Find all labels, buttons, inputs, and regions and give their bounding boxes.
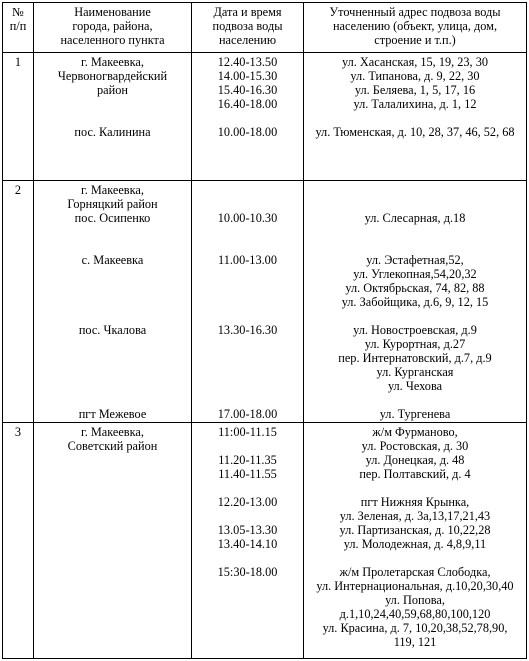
cell-line (306, 393, 524, 407)
cell-line: пер. Интернатовский, д.7, д.9 (338, 351, 492, 365)
cell-line: п/п (9, 19, 27, 33)
cell-line (306, 551, 524, 565)
water-delivery-table (2, 2, 527, 659)
cell-line: 17.00-18.00 (217, 407, 278, 421)
header-number (3, 3, 34, 53)
cell-line: ул. Донецкая, д. 48 (365, 453, 465, 467)
cell-line: ул. Тюменская, д. 10, 28, 37, 46, 52, 68 (315, 125, 515, 139)
cell-line: строение и т.п.) (374, 33, 456, 47)
cell-line: 15:30-18.00 (217, 565, 278, 579)
cell-line (36, 239, 189, 253)
row-place (34, 181, 192, 423)
cell-line (306, 197, 524, 211)
row-number: 3 (3, 423, 34, 659)
cell-line: 14.00-15.30 (217, 69, 278, 83)
cell-line: 15.40-16.30 (217, 83, 278, 97)
cell-line: пер. Полтавский, д. 4 (359, 467, 471, 481)
cell-line: 12.40-13.50 (217, 55, 278, 69)
cell-line: населению (218, 33, 277, 47)
cell-line: ж/м Фурманово, (372, 425, 458, 439)
cell-line (194, 239, 301, 253)
cell-line: города, района, (72, 19, 153, 33)
cell-line (194, 393, 301, 407)
cell-line (36, 365, 189, 379)
cell-line: г. Макеевка, (81, 425, 144, 439)
cell-line: ж/м Пролетарская Слободка, (339, 565, 491, 579)
row-number: 1 (3, 53, 34, 181)
cell-line: г. Макеевка, (81, 55, 144, 69)
row-time (192, 181, 304, 423)
cell-line: 10.00-18.00 (217, 125, 278, 139)
cell-line (36, 309, 189, 323)
table-row (3, 53, 527, 181)
cell-line: 13.05-13.30 (217, 523, 278, 537)
cell-line (194, 365, 301, 379)
table-row (3, 181, 527, 423)
table-row (3, 423, 527, 659)
cell-line: Дата и время (213, 5, 282, 19)
cell-line: ул. Эстафетная,52, (366, 253, 464, 267)
cell-line: ул. Слесарная, д.18 (364, 211, 466, 225)
cell-line: ул. Типанова, д. 9, 22, 30 (350, 69, 480, 83)
cell-line: ул. Зеленая, д. 3а,13,17,21,43 (339, 509, 491, 523)
cell-line: г. Макеевка, (81, 183, 144, 197)
cell-line: ул. Интернациональная, д.10,20,30,40 (316, 579, 514, 593)
cell-line: 10.00-10.30 (217, 211, 278, 225)
cell-line: пгт Межевое (78, 407, 147, 421)
cell-line: ул. Чехова (387, 379, 443, 393)
cell-line (306, 111, 524, 125)
cell-line: ул. Партизанская, д. 10,22,28 (339, 523, 491, 537)
cell-line: 119, 121 (393, 635, 437, 649)
cell-line: ул. Забойщика, д.6, 9, 12, 15 (341, 295, 489, 309)
cell-line: Советский район (67, 439, 158, 453)
cell-line (36, 225, 189, 239)
cell-line: ул. Хасанская, 15, 19, 23, 30 (341, 55, 489, 69)
cell-line: подвоза воды (212, 19, 283, 33)
cell-line (194, 551, 301, 565)
cell-line: ул. Тургенева (379, 407, 451, 421)
row-address (304, 53, 527, 181)
cell-line (306, 239, 524, 253)
cell-line: ул. Ростовская, д. 30 (361, 439, 469, 453)
cell-line: с. Макеевка (81, 253, 144, 267)
cell-line: пгт Нижняя Крынка, (360, 495, 470, 509)
cell-line: ул. Молодежная, д. 4,8,9,11 (343, 537, 487, 551)
cell-line (36, 379, 189, 393)
cell-line (194, 351, 301, 365)
row-time (192, 423, 304, 659)
table-header-row (3, 3, 527, 53)
cell-line: д.1,10,24,40,59,68,80,100,120 (339, 607, 491, 621)
cell-line: ул. Октябрьская, 74, 82, 88 (345, 281, 485, 295)
cell-line: ул. Новостроевская, д.9 (353, 323, 477, 337)
cell-line: 11.20-11.35 (218, 453, 277, 467)
cell-line: ул. Талалихина, д. 1, 12 (353, 97, 477, 111)
cell-line (306, 481, 524, 495)
cell-line (36, 295, 189, 309)
cell-line: ул. Красина, д. 7, 10,20,38,52,78,90, (322, 621, 508, 635)
cell-line: пос. Чкалова (78, 323, 147, 337)
cell-line (36, 337, 189, 351)
cell-line (306, 183, 524, 197)
cell-line (194, 379, 301, 393)
cell-line (306, 225, 524, 239)
cell-line (36, 97, 189, 111)
cell-line: район (97, 83, 128, 97)
header-time (192, 3, 304, 53)
cell-line (194, 183, 301, 197)
cell-line: пос. Калинина (74, 125, 151, 139)
row-number: 2 (3, 181, 34, 423)
cell-line (194, 337, 301, 351)
row-time (192, 53, 304, 181)
row-address (304, 181, 527, 423)
cell-line (194, 509, 301, 523)
cell-line (36, 111, 189, 125)
cell-line (306, 309, 524, 323)
cell-line (194, 481, 301, 495)
cell-line: 12.20-13.00 (217, 495, 278, 509)
cell-line: ул. Беляева, 1, 5, 17, 16 (354, 83, 476, 97)
cell-line: 11.00-13.00 (218, 253, 277, 267)
cell-line: Уточненный адрес подвоза воды (329, 5, 501, 19)
cell-line: 11.40-11.55 (218, 467, 277, 481)
cell-line: ул. Курганская (376, 365, 454, 379)
row-place (34, 53, 192, 181)
cell-line (36, 351, 189, 365)
cell-line (194, 197, 301, 211)
header-place (34, 3, 192, 53)
cell-line (194, 267, 301, 281)
cell-line: Червоногвардейский (57, 69, 168, 83)
cell-line (194, 309, 301, 323)
cell-line: населенного пункта (60, 33, 165, 47)
cell-line: 13.30-16.30 (217, 323, 278, 337)
cell-line (194, 111, 301, 125)
cell-line (194, 295, 301, 309)
cell-line: 13.40-14.10 (217, 537, 278, 551)
cell-line: 11:00-11.15 (218, 425, 277, 439)
cell-line (36, 267, 189, 281)
cell-line (194, 281, 301, 295)
header-address (304, 3, 527, 53)
row-address (304, 423, 527, 659)
cell-line (36, 281, 189, 295)
cell-line: ул. Попова, (385, 593, 445, 607)
cell-line: 16.40-18.00 (217, 97, 278, 111)
cell-line: № (12, 5, 24, 19)
cell-line: Наименование (74, 5, 151, 19)
cell-line: ул. Углекопная,54,20,32 (353, 267, 477, 281)
cell-line: населению (объект, улица, дом, (332, 19, 498, 33)
cell-line (36, 393, 189, 407)
cell-line (194, 439, 301, 453)
cell-line (194, 225, 301, 239)
row-place (34, 423, 192, 659)
cell-line: пос. Осипенко (74, 211, 151, 225)
cell-line: ул. Курортная, д.27 (364, 337, 466, 351)
cell-line: Горняцкий район (67, 197, 158, 211)
